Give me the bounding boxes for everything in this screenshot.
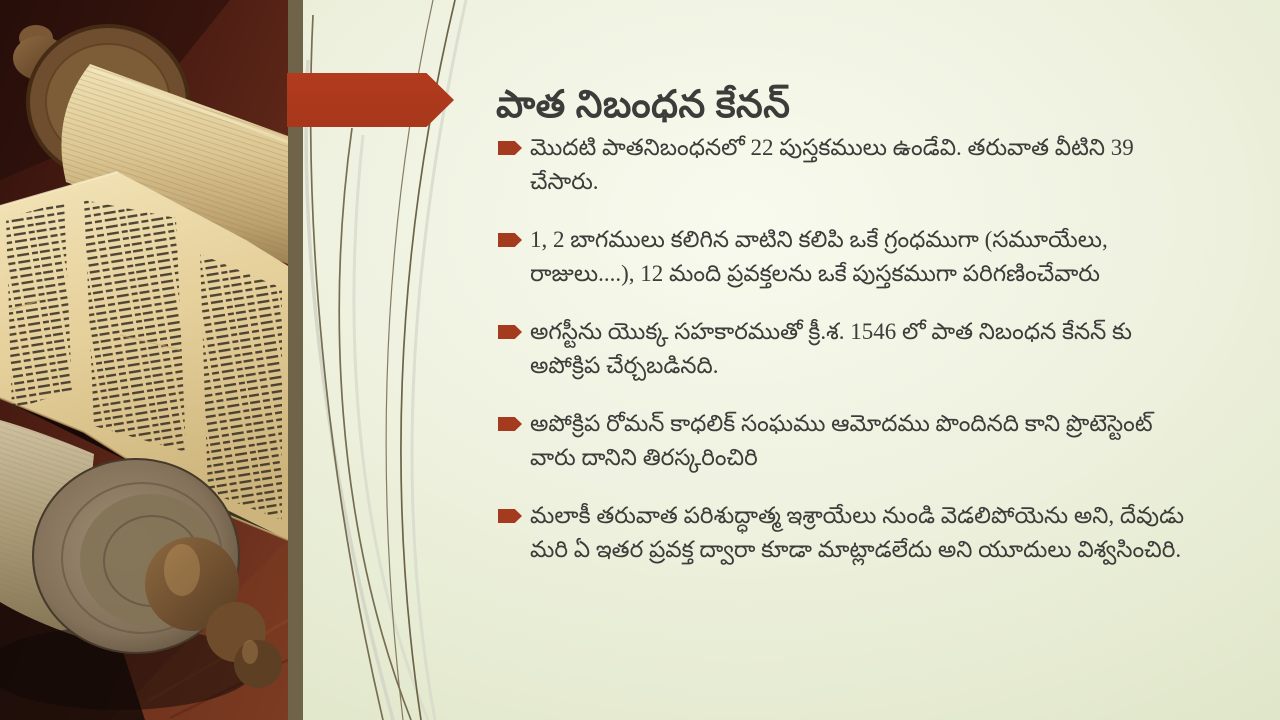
bullet-item xyxy=(498,131,1198,199)
bullet-text: అపోక్రిప రోమన్ కాధలిక్ సంఘము ఆమోదము పొందినది కాని ప్రొటెస్టెంట్ వారు దానిని తిరస్కరించిరి xyxy=(530,411,1153,470)
bullet-pennant-icon xyxy=(498,325,522,339)
bullet-pennant-icon xyxy=(498,509,522,523)
bullet-pennant-icon xyxy=(498,233,522,247)
bullet-item xyxy=(498,315,1198,383)
bullet-text: అగస్టీను యొక్క సహకారముతో క్రీ.శ. 1546 లో పాత నిబంధన కేనన్ కు అపోక్రిప చేర్చబడినది. xyxy=(530,319,1132,378)
bullet-item xyxy=(498,223,1198,291)
bullet-pennant-icon xyxy=(498,141,522,155)
slide-title: పాత నిబంధన కేనన్ xyxy=(496,84,791,127)
bullet-text: 1, 2 బాగములు కలిగిన వాటిని కలిపి ఒకే గ్రంధముగా (సమూయేలు, రాజులు....), 12 మంది ప్రవక్తలను ఒకే పుస్తకముగా పరిగణించేవారు xyxy=(530,227,1108,286)
torah-scroll-photo xyxy=(0,0,288,720)
bullet-text: మలాకీ తరువాత పరిశుద్ధాత్మ ఇశ్రాయేలు నుండి వెడలిపోయెను అని, దేవుడు మరి ఏ ఇతర ప్రవక్త ద్వారా కూడా మాట్లాడలేదు అని యూదులు విశ్వసించిరి. xyxy=(530,503,1185,562)
bullet-item xyxy=(498,407,1198,475)
title-arrow-shape xyxy=(287,73,454,127)
bullet-pennant-icon xyxy=(498,417,522,431)
bullet-text: మొదటి పాతనిబంధనలో 22 పుస్తకములు ఉండేవి. తరువాత వీటిని 39 చేసారు. xyxy=(530,135,1134,194)
bullet-list xyxy=(498,131,1198,591)
bullet-item xyxy=(498,499,1198,567)
